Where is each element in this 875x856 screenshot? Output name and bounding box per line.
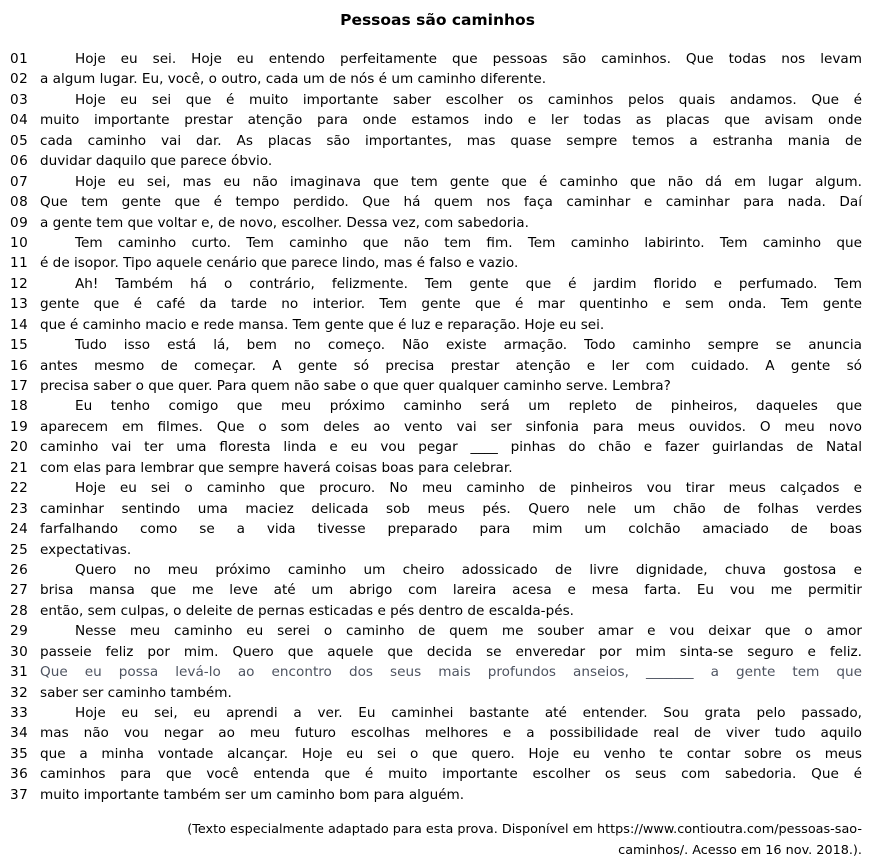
- line-number: 23: [10, 500, 29, 517]
- line-text: Hoje eu sei. Hoje eu entendo perfeitamente que pessoas são caminhos. Que todas nos levam: [75, 51, 862, 67]
- text-line: [10, 439, 862, 459]
- line-text: mas não vou negar ao meu futuro escolhas melhores e a possibilidade real de viver tudo aquilo: [40, 725, 862, 742]
- line-number: 28: [10, 602, 29, 619]
- line-text: saber ser caminho também.: [40, 684, 232, 701]
- text-line: [10, 685, 862, 705]
- line-number: 30: [10, 643, 29, 660]
- line-number: 11: [10, 255, 29, 272]
- line-text: muito importante também ser um caminho bom para alguém.: [40, 786, 465, 803]
- line-text: Tudo isso está lá, bem no começo. Não existe armação. Todo caminho sempre se anuncia: [75, 337, 862, 354]
- line-text: com elas para lembrar que sempre haverá coisas boas para celebrar.: [40, 459, 513, 476]
- line-number: 29: [10, 623, 29, 640]
- line-number: 14: [10, 316, 29, 333]
- line-number: 34: [10, 725, 29, 742]
- line-number: 16: [10, 357, 29, 374]
- text-line: [10, 153, 862, 173]
- citation-line-1: (Texto especialmente adaptado para esta prova. Disponível em https://www.contioutra.com/pessoas-sao-: [187, 822, 862, 838]
- text-line: [10, 562, 862, 582]
- line-number: 15: [10, 337, 29, 354]
- line-text: a algum lugar. Eu, você, o outro, cada um de nós é um caminho diferente.: [40, 71, 547, 88]
- line-number: 32: [10, 684, 29, 701]
- line-text: Que eu possa levá-lo ao encontro dos seus mais profundos anseios, _______ a gente tem que: [40, 664, 862, 681]
- text-line: [10, 378, 862, 398]
- text-line: [10, 787, 862, 807]
- text-line: [10, 215, 862, 235]
- line-number: 25: [10, 541, 29, 558]
- line-text: Hoje eu sei o caminho que procuro. No meu caminho de pinheiros vou tirar meus calçados e: [75, 480, 862, 497]
- line-number: 12: [10, 275, 29, 292]
- text-line: [10, 623, 862, 643]
- text-line: [10, 92, 862, 112]
- line-number: 33: [10, 705, 29, 721]
- text-line: [10, 480, 862, 500]
- line-text: Hoje eu sei, eu aprendi a ver. Eu caminhei bastante até entender. Sou grata pelo passado,: [75, 705, 862, 721]
- line-text: passeie feliz por mim. Quero que aquele que decida se enveredar por mim sinta-se seguro e feliz.: [40, 643, 862, 660]
- line-number: 26: [10, 561, 29, 578]
- line-text: Tem caminho curto. Tem caminho que não tem fim. Tem caminho labirinto. Tem caminho que: [75, 234, 862, 251]
- text-line: [10, 194, 862, 214]
- text-line: [10, 419, 862, 439]
- text-line: [10, 398, 862, 418]
- line-text: Eu tenho comigo que meu próximo caminho será um repleto de pinheiros, daqueles que: [75, 398, 862, 415]
- line-number: 07: [10, 173, 29, 190]
- line-number: 37: [10, 786, 29, 803]
- line-text: caminhar sentindo uma maciez delicada sob meus pés. Quero nele um chão de folhas verdes: [40, 500, 862, 517]
- line-text: é de isopor. Tipo aquele cenário que parece lindo, mas é falso e vazio.: [40, 255, 519, 272]
- line-text: que é caminho macio e rede mansa. Tem gente que é luz e reparação. Hoje eu sei.: [40, 316, 605, 333]
- line-number: 02: [10, 71, 29, 88]
- line-number: 27: [10, 582, 29, 599]
- page-title: Pessoas são caminhos: [340, 11, 535, 29]
- text-line: [10, 501, 862, 521]
- line-text: Que tem gente que é tempo perdido. Que há quem nos faça caminhar e caminhar para nada. Daí: [40, 194, 862, 211]
- text-line: [10, 296, 862, 316]
- text-line: [10, 174, 862, 194]
- text-line: [10, 746, 862, 766]
- text-line: [10, 71, 862, 91]
- text-body: [10, 51, 862, 807]
- line-number: 22: [10, 480, 29, 497]
- line-text: brisa mansa que me leve até um abrigo com lareira acesa e mesa farta. Eu vou me permitir: [40, 582, 862, 599]
- text-line: [10, 235, 862, 255]
- line-number: 31: [10, 664, 29, 681]
- text-line: [10, 317, 862, 337]
- source-citation: [40, 820, 862, 856]
- text-line: [10, 725, 862, 745]
- line-number: 21: [10, 459, 29, 476]
- line-number: 20: [10, 439, 29, 456]
- line-number: 17: [10, 378, 29, 394]
- citation-line-2: caminhos/. Acesso em 16 nov. 2018.).: [618, 842, 862, 856]
- line-text: aparecem em filmes. Que o som deles ao vento vai ser sinfonia para meus ouvidos. O meu novo: [40, 418, 862, 435]
- line-text: gente que é café da tarde no interior. Tem gente que é mar quentinho e sem onda. Tem gente: [40, 296, 862, 313]
- text-line: [10, 644, 862, 664]
- text-line: [10, 542, 862, 562]
- line-number: 09: [10, 214, 29, 231]
- line-text: Hoje eu sei que é muito importante saber escolher os caminhos pelos quais andamos. Que é: [75, 91, 862, 108]
- line-text: muito importante prestar atenção para onde estamos indo e ler todas as placas que avisam onde: [40, 112, 862, 129]
- text-line: [10, 460, 862, 480]
- line-number: 18: [10, 398, 29, 415]
- text-line: [10, 133, 862, 153]
- line-text: duvidar daquilo que parece óbvio.: [40, 153, 273, 170]
- line-text: Quero no meu próximo caminho um cheiro adossicado de livre dignidade, chuva gostosa e: [75, 561, 862, 578]
- line-number: 35: [10, 745, 29, 762]
- text-line: [10, 582, 862, 602]
- text-line: [10, 358, 862, 378]
- text-line: [10, 112, 862, 132]
- text-line: [10, 255, 862, 275]
- line-text: farfalhando como se a vida tivesse preparado para mim um colchão amaciado de boas: [40, 521, 862, 538]
- line-number: 08: [10, 194, 29, 211]
- text-line: [10, 603, 862, 623]
- text-line: [10, 51, 862, 71]
- text-line: [10, 664, 862, 684]
- line-text: Ah! Também há o contrário, felizmente. Tem gente que é jardim florido e perfumado. Tem: [75, 275, 862, 292]
- line-text: antes mesmo de começar. A gente só precisa prestar atenção e ler com cuidado. A gente só: [40, 357, 862, 374]
- text-line: [10, 705, 862, 725]
- text-line: [10, 766, 862, 786]
- line-number: 24: [10, 521, 29, 538]
- line-text: cada caminho vai dar. As placas são importantes, mas quase sempre temos a estranha mania de: [40, 132, 862, 149]
- line-text: que a minha vontade alcançar. Hoje eu sei o que quero. Hoje eu venho te contar sobre os meus: [40, 745, 862, 762]
- line-text: caminho vai ter uma floresta linda e eu vou pegar ____ pinhas do chão e fazer guirlandas de Natal: [40, 439, 862, 456]
- line-number: 01: [10, 51, 29, 67]
- line-text: precisa saber o que quer. Para quem não sabe o que quer qualquer caminho serve. Lembra?: [40, 378, 671, 394]
- line-number: 05: [10, 132, 29, 149]
- line-text: caminhos para que você entenda que é muito importante escolher os seus com sabedoria. Que é: [40, 766, 862, 783]
- line-text: expectativas.: [40, 541, 132, 558]
- line-number: 10: [10, 234, 29, 251]
- line-number: 13: [10, 296, 29, 313]
- line-text: a gente tem que voltar e, de novo, escolher. Dessa vez, com sabedoria.: [40, 214, 529, 231]
- line-text: então, sem culpas, o deleite de pernas esticadas e pés dentro de escalda-pés.: [40, 602, 574, 619]
- text-line: [10, 337, 862, 357]
- line-text: Hoje eu sei, mas eu não imaginava que tem gente que é caminho que não dá em lugar algum.: [75, 173, 862, 190]
- line-number: 06: [10, 153, 29, 170]
- text-line: [10, 521, 862, 541]
- line-number: 03: [10, 91, 29, 108]
- line-number: 36: [10, 766, 29, 783]
- line-text: Nesse meu caminho eu serei o caminho de quem me souber amar e vou deixar que o amor: [75, 623, 862, 640]
- text-line: [10, 276, 862, 296]
- line-number: 04: [10, 112, 29, 129]
- line-number: 19: [10, 418, 29, 435]
